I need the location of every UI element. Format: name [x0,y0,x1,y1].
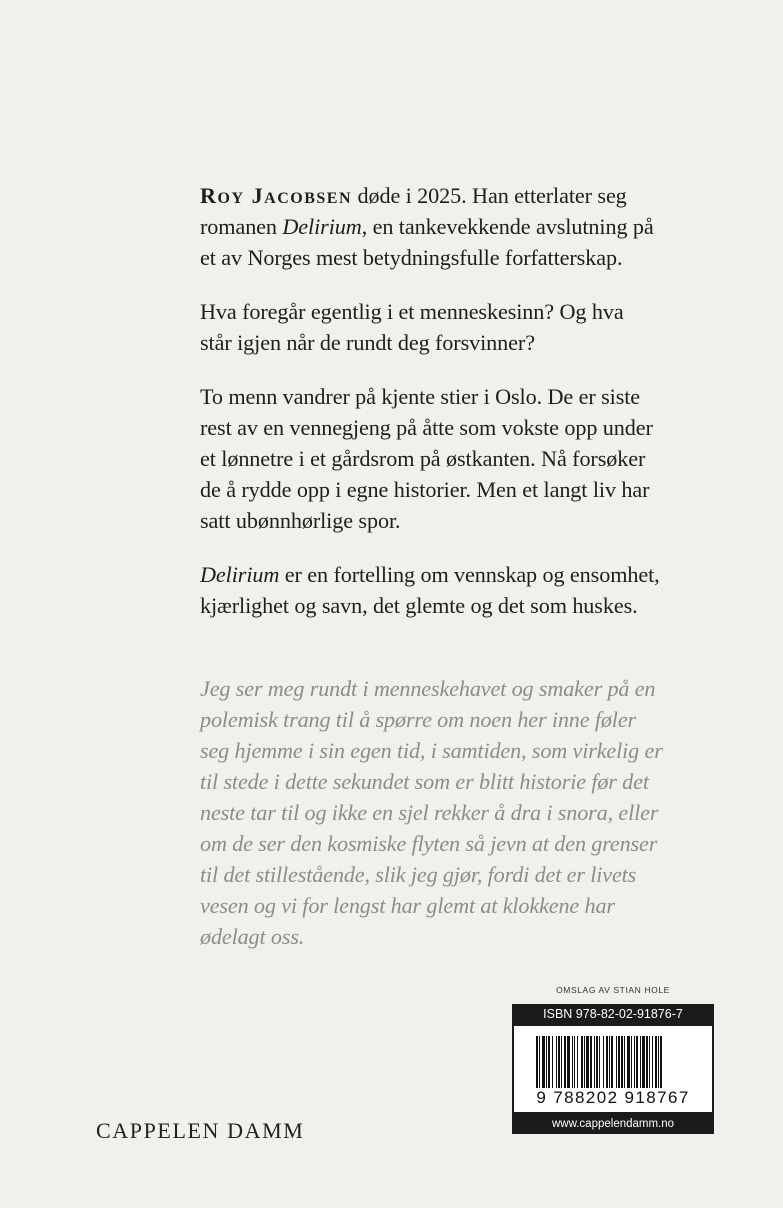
isbn-number: ISBN 978-82-02-91876-7 [543,1007,683,1021]
blurb-text: døde i 2025. Han etterlater seg romanen [200,183,627,239]
blurb-text: , en tankevekkende avslutning på et av Norges mest betydningsfulle forfatterskap. [200,214,654,270]
publisher-url: www.cappelendamm.no [551,1118,675,1130]
blurb-paragraph-3: To menn vandrer på kjente stier i Oslo. De er siste rest av en vennegjeng på åtte som vokste opp under et lønnetre i et gårdsrom på østkanten. Nå forsøker de å rydde opp i egne historier. Men et langt liv har satt ubønnhørlige spor. [200,384,653,533]
author-name: Roy Jacobsen [200,183,353,208]
cover-credit: OMSLAG AV STIAN HOLE [556,985,670,995]
blurb-paragraph-2: Hva foregår egentlig i et menneskesinn? Og hva står igjen når de rundt deg forsvinner? [200,299,624,355]
excerpt-quote: Jeg ser meg rundt i menneskehavet og smaker på en polemisk trang til å spørre om noen her inne føler seg hjemme i sin egen tid, i samtiden, som virkelig er til stede i dette sekundet som er blitt historie før det neste tar til og ikke en sjel rekker å dra i snora, eller om de ser den kosmiske flyten så jevn at den grenser til det stillestående, slik jeg gjør, fordi det er livets vesen og vi for lengst har glemt at klokkene har ødelagt oss. [200,676,663,949]
publisher-logo: CAPPELEN DAMM [96,1118,305,1143]
barcode-digits: 9 788202 918767 [536,1088,690,1107]
blurb-paragraph-1 [200,180,660,273]
back-cover-blurb [200,180,660,644]
isbn-barcode-box [512,1004,714,1134]
blurb-text: er en fortelling om vennskap og ensomhet, kjærlighet og savn, det glemte og det som huskes. [200,562,660,618]
book-title: Delirium [200,562,280,587]
book-title: Delirium [282,214,362,239]
barcode [514,1026,712,1112]
blurb-paragraph-4 [200,559,660,621]
